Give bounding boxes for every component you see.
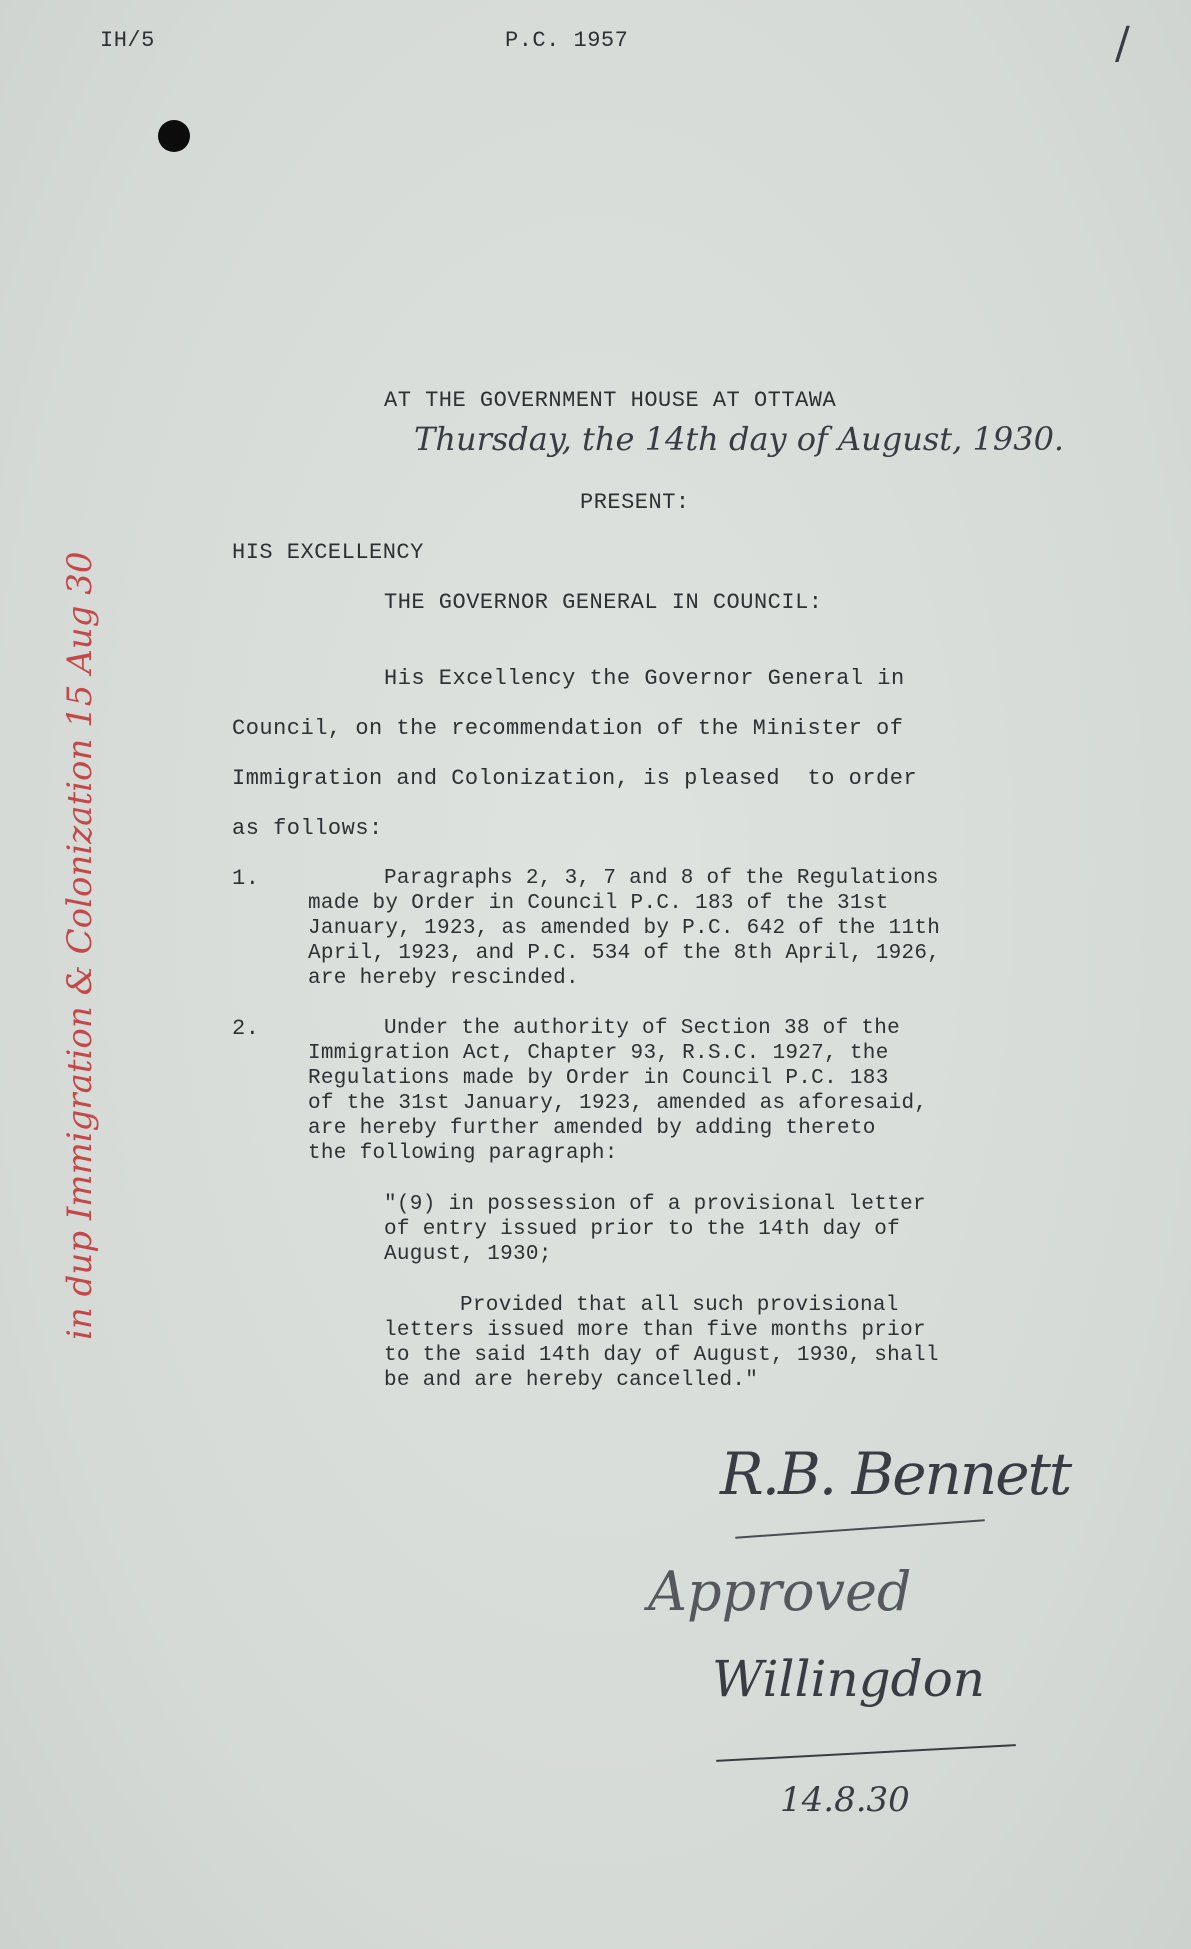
corner-mark: / (1115, 18, 1130, 69)
proviso-line: Provided that all such provisional (460, 1294, 899, 1317)
his-excellency: HIS EXCELLENCY (232, 540, 424, 565)
governor-signature-underline (716, 1744, 1016, 1762)
signature-underline (735, 1519, 985, 1538)
governor-general-in-council: THE GOVERNOR GENERAL IN COUNCIL: (384, 590, 823, 615)
intro-line-2: Council, on the recommendation of the Minister of (232, 716, 904, 741)
clause-line: Regulations made by Order in Council P.C. 183 (308, 1067, 889, 1090)
clause-2-text (308, 1016, 927, 1166)
quoted-paragraph (384, 1192, 926, 1267)
clause-number: 2. (232, 1016, 260, 1041)
clause-line: Under the authority of Section 38 of the (384, 1017, 901, 1040)
handwritten-date: Thursday, the 14th day of August, 1930. (414, 420, 1065, 458)
approved-mark: Approved (648, 1560, 912, 1623)
proviso-line: be and are hereby cancelled." (384, 1369, 759, 1392)
intro-line-3: Immigration and Colonization, is pleased to order (232, 766, 918, 791)
quoted-line: of entry issued prior to the 14th day of (384, 1218, 901, 1241)
file-reference: IH/5 (100, 28, 155, 53)
margin-note: in dup Immigration & Colonization 15 Aug 30 (60, 551, 100, 1340)
intro-line-4: as follows: (232, 816, 383, 841)
intro-line-1: His Excellency the Governor General in (384, 666, 905, 691)
proviso-line: to the said 14th day of August, 1930, shall (384, 1344, 939, 1367)
clause-line: are hereby rescinded. (308, 967, 579, 990)
governor-signature: Willingdon (712, 1650, 985, 1708)
proviso-line: letters issued more than five months prior (384, 1319, 926, 1342)
clause-line: Paragraphs 2, 3, 7 and 8 of the Regulations (384, 867, 939, 890)
clause-line: of the 31st January, 1923, amended as aforesaid, (308, 1092, 928, 1115)
clause-line: made by Order in Council P.C. 183 of the 31st (308, 892, 889, 915)
clause-line: the following paragraph: (308, 1142, 618, 1165)
clause-number: 1. (232, 866, 260, 891)
quoted-line: "(9) in possession of a provisional letter (384, 1193, 926, 1216)
present-label: PRESENT: (580, 490, 690, 515)
clause-line: April, 1923, and P.C. 534 of the 8th April, 1926, (308, 942, 941, 965)
place-heading: AT THE GOVERNMENT HOUSE AT OTTAWA (384, 388, 837, 413)
proviso-paragraph (384, 1293, 939, 1393)
quoted-line: August, 1930; (384, 1243, 552, 1266)
order-number: P.C. 1957 (505, 28, 629, 53)
clause-line: Immigration Act, Chapter 93, R.S.C. 1927, the (308, 1042, 889, 1065)
clause-line: January, 1923, as amended by P.C. 642 of the 11th (308, 917, 941, 940)
clause-line: are hereby further amended by adding thereto (308, 1117, 876, 1140)
punch-hole (158, 120, 190, 152)
minister-signature: R.B. Bennett (720, 1440, 1071, 1508)
clause-1-text (308, 866, 940, 991)
approval-date: 14.8.30 (780, 1780, 910, 1820)
